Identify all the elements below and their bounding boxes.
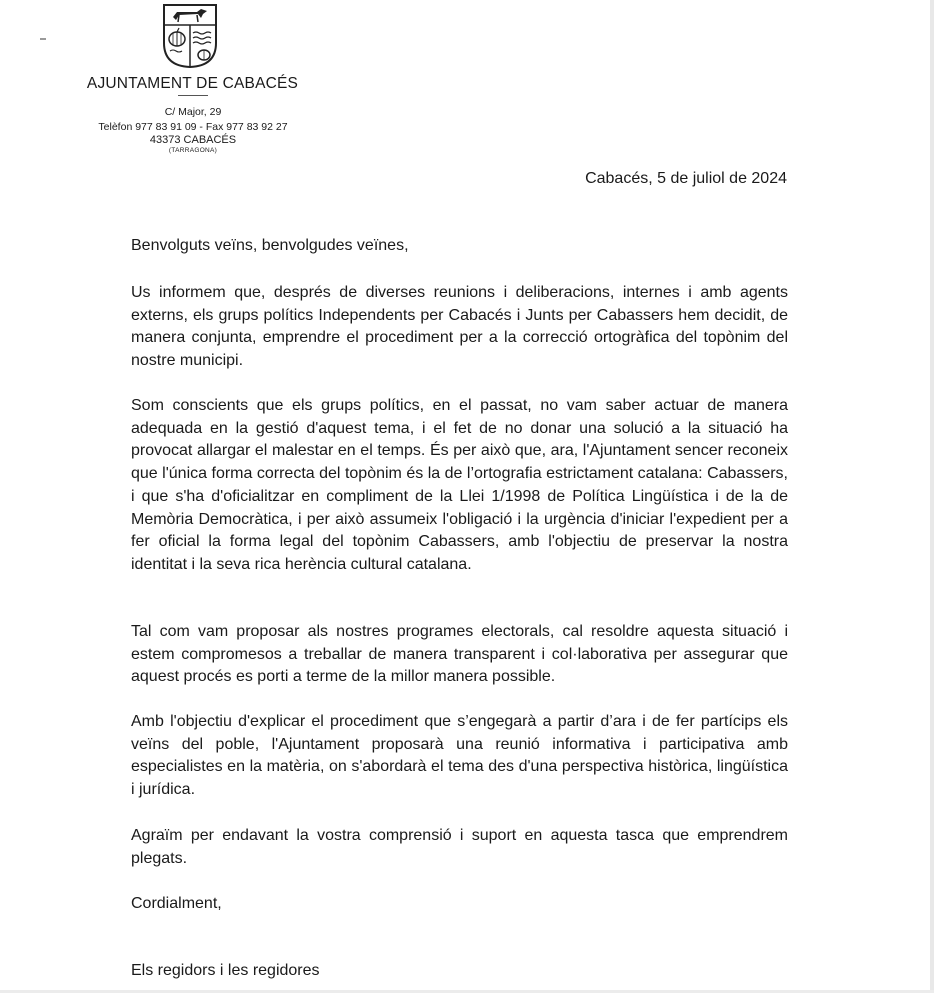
- date-line: Cabacés, 5 de juliol de 2024: [585, 170, 787, 187]
- address-street: C/ Major, 29: [164, 106, 222, 118]
- org-name-rule: [178, 95, 208, 96]
- paragraph-1: Us informem que, després de diverses reunions i deliberacions, internes i amb agents externs, els grups polítics Independents per Cabacés i Junts per Cabassers hem decidit, de manera conjunta, emprendre el procediment per a la correcció ortogràfica del topònim del nostre municipi.: [131, 284, 788, 370]
- scan-speck: [40, 38, 46, 40]
- address-province: (TARRAGONA): [168, 147, 218, 154]
- address-city: 43373 CABACÉS: [149, 134, 237, 146]
- address-phone-fax: Telèfon 977 83 91 09 - Fax 977 83 92 27: [98, 121, 288, 133]
- paragraph-3: Tal com vam proposar als nostres programes electorals, cal resoldre aquesta situació i estem compromesos a treballar de manera transparent i col·laborativa per assegurar que aquest procés es porti a terme de la millor manera possible.: [131, 623, 788, 686]
- signature: Els regidors i les regidores: [131, 962, 320, 979]
- org-name: AJUNTAMENT DE CABACÉS: [86, 75, 299, 92]
- paragraph-5: Agraïm per endavant la vostra comprensió i suport en aquesta tasca que emprendrem plegats.: [131, 827, 788, 867]
- paragraph-2: Som conscients que els grups polítics, en el passat, no vam saber actuar de manera adequada en la gestió d'aquest tema, i el fet de no donar una solució a la situació ha provocat allargar el malestar en el temps. És per això que, ara, l'Ajuntament sencer reconeix que l'única forma correcta del topònim és la de l’ortografia estrictament catalana: Cabassers, i que s'ha d'oficialitzar en compliment de la Llei 1/1998 de Política Lingüística i de la de Memòria Democràtica, i per això assumeix l'obligació i la urgència d'iniciar l'expedient per a fer oficial la forma legal del topònim Cabassers, amb l'objectiu de preservar la nostra identitat i la seva rica herència cultural catalana.: [131, 397, 788, 573]
- closing: Cordialment,: [131, 895, 222, 912]
- page-edge-right: [930, 0, 934, 993]
- coat-of-arms-icon: [161, 3, 219, 69]
- greeting: Benvolguts veïns, benvolgudes veïnes,: [131, 237, 409, 254]
- paragraph-4: Amb l'objectiu d'explicar el procediment que s’engegarà a partir d’ara i de fer partícips els veïns del poble, l'Ajuntament proposarà una reunió informativa i participativa amb especialistes en la matèria, on s'abordarà el tema des d'una perspectiva històrica, lingüística i jurídica.: [131, 713, 788, 799]
